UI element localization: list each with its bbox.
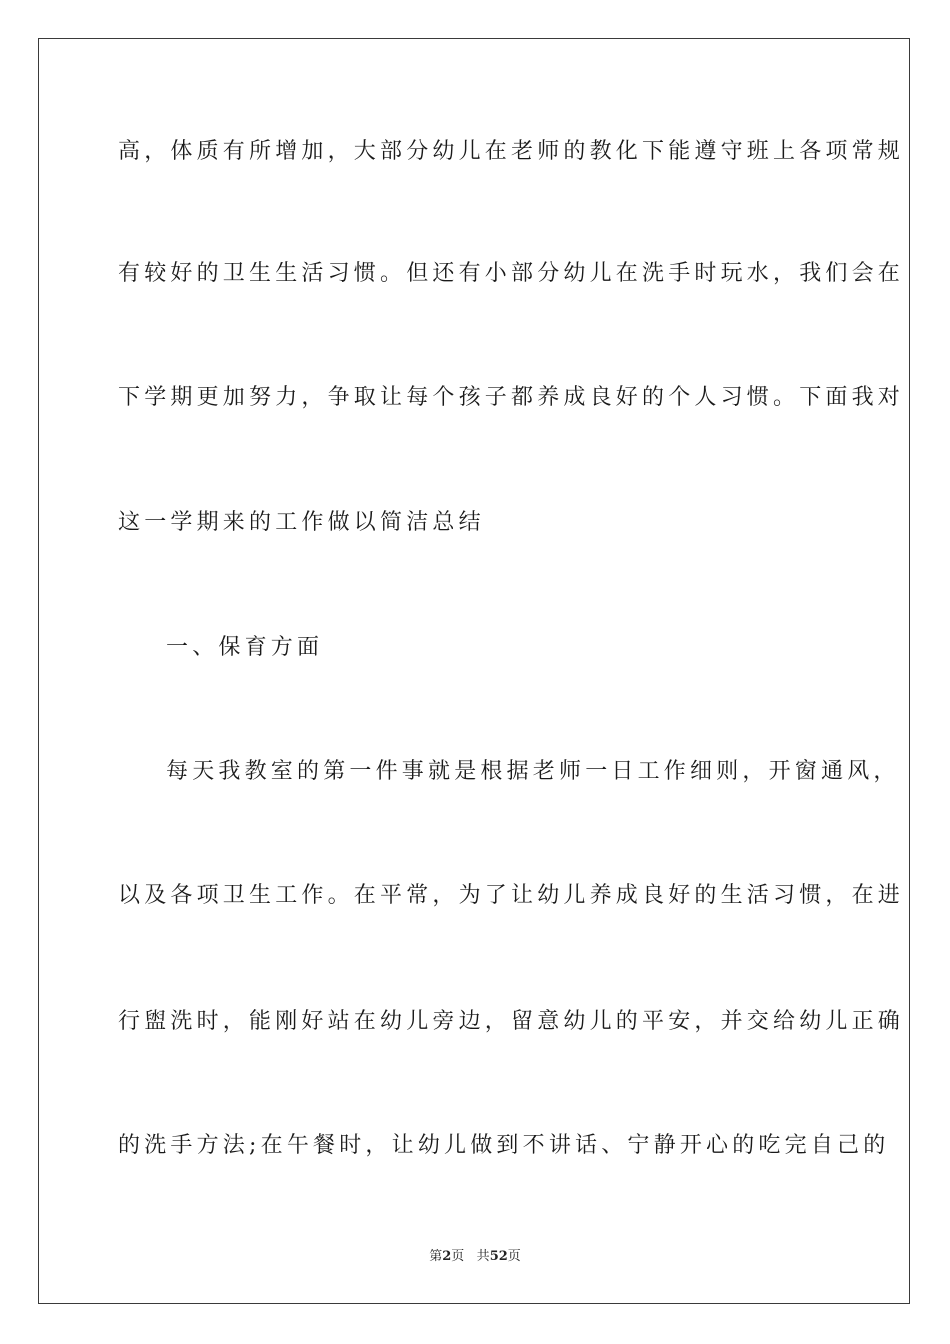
body-line-4: 这一学期来的工作做以简洁总结	[118, 510, 485, 535]
body-line-7: 以及各项卫生工作。在平常，为了让幼儿养成良好的生活习惯，在进	[118, 883, 905, 908]
page-border	[38, 38, 910, 1304]
total-pages: 52	[489, 1249, 508, 1264]
page-number: 2	[442, 1249, 452, 1264]
body-line-8: 行盥洗时，能刚好站在幼儿旁边，留意幼儿的平安，并交给幼儿正确	[118, 1009, 905, 1034]
total-prefix: 共	[476, 1249, 490, 1264]
body-line-9: 的洗手方法;在午餐时，让幼儿做到不讲话、宁静开心的吃完自己的	[118, 1133, 890, 1158]
total-suffix: 页	[507, 1249, 521, 1264]
page-suffix: 页	[451, 1249, 465, 1264]
page-footer	[0, 1248, 950, 1266]
body-line-3: 下学期更加努力，争取让每个孩子都养成良好的个人习惯。下面我对	[118, 385, 905, 410]
page-prefix: 第	[429, 1249, 443, 1264]
section-heading: 一、保育方面	[166, 635, 324, 660]
body-line-6: 每天我教室的第一件事就是根据老师一日工作细则，开窗通风，	[166, 759, 900, 784]
body-line-1: 高，体质有所增加，大部分幼儿在老师的教化下能遵守班上各项常规	[118, 139, 905, 164]
body-line-2: 有较好的卫生生活习惯。但还有小部分幼儿在洗手时玩水，我们会在	[118, 261, 905, 286]
